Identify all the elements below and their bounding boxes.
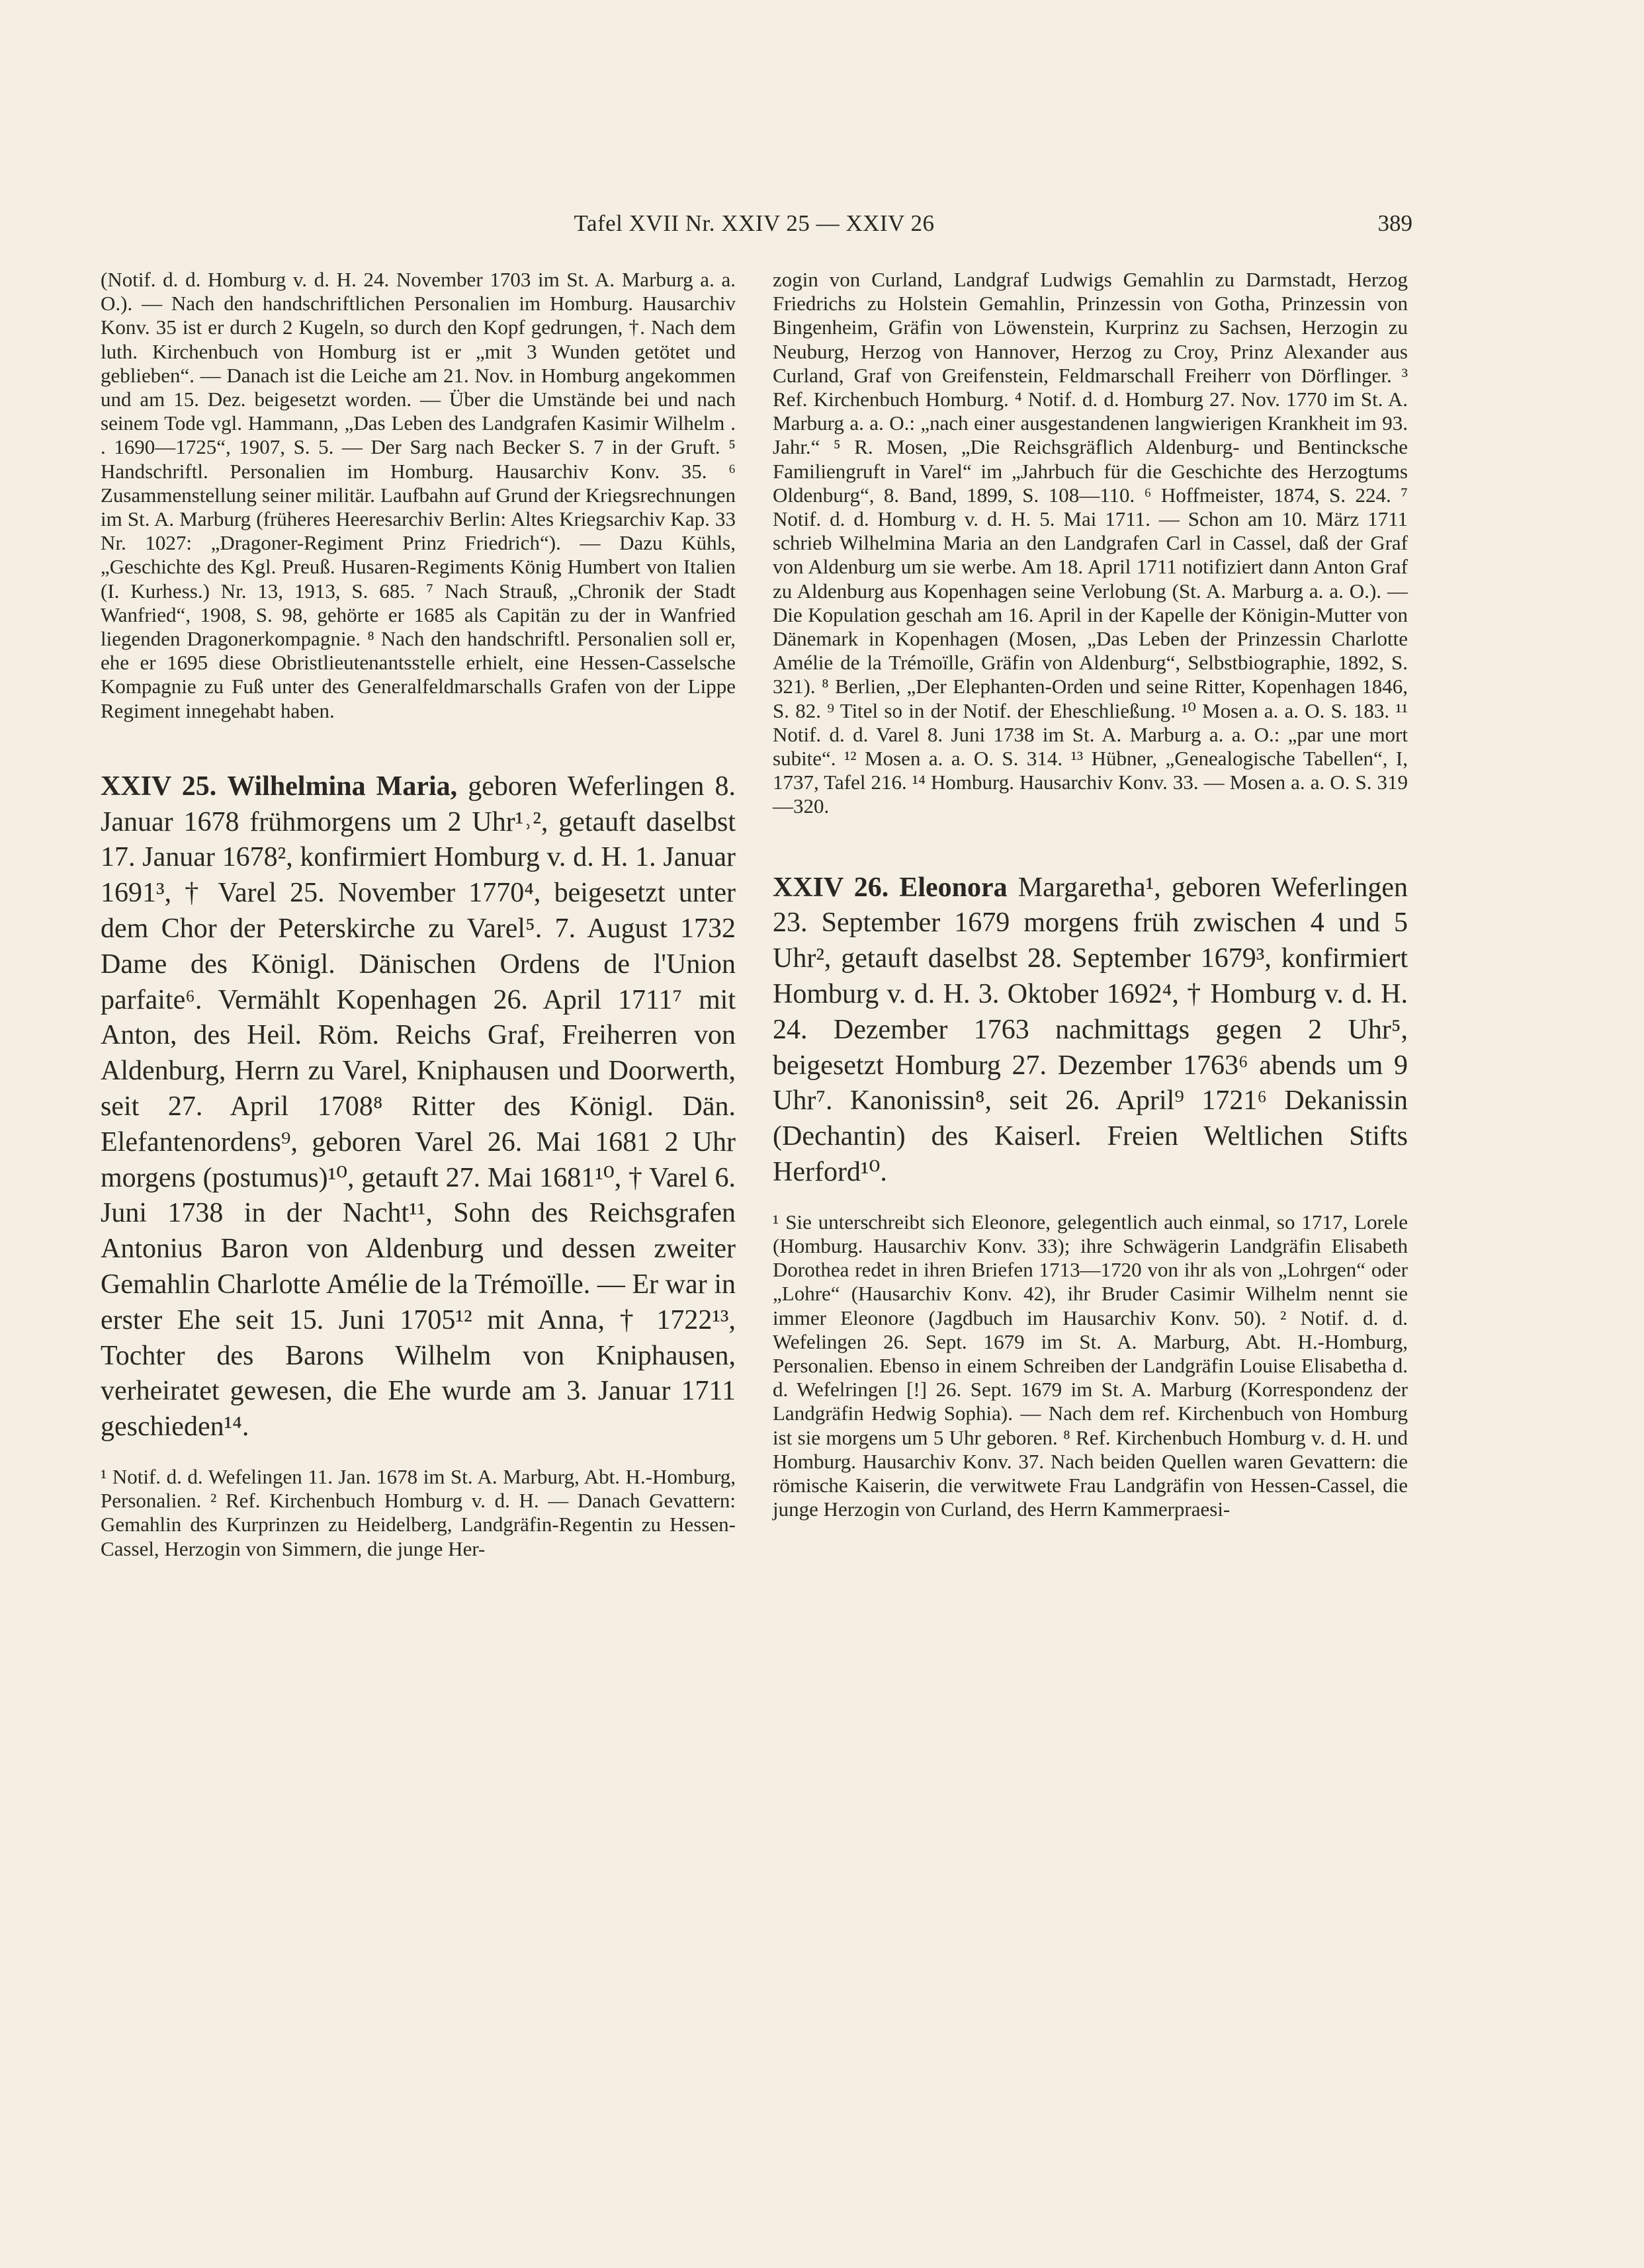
entry-xxiv-26 (773, 870, 1408, 1191)
right-footnotes-continued: zogin von Curland, Landgraf Ludwigs Gemahlin zu Darmstadt, Herzog Friedrichs zu Holstein Gemahlin, Prinzessin von Gotha, Prinzessin von Bingenheim, Gräfin von Löwenstein, Kurprinz zu Sachsen, Herzogin zu Neuburg, Herzog von Hannover, Herzog zu Croy, Prinz Alexander aus Curland, Graf von Greifenstein, Feldmarschall Freiherr von Dörflinger. ³ Ref. Kirchenbuch Homburg. ⁴ Notif. d. d. Homburg 27. Nov. 1770 im St. A. Marburg a. a. O.: „nach einer ausgestandenen langwierigen Krankheit im 93. Jahr.“ ⁵ R. Mosen, „Die Reichsgräflich Aldenburg- und Bentincksche Familiengruft in Varel“ im „Jahrbuch für die Geschichte des Herzogtums Oldenburg“, 8. Band, 1899, S. 108—110. ⁶ Hoffmeister, 1874, S. 224. ⁷ Notif. d. d. Homburg v. d. H. 5. Mai 1711. — Schon am 10. März 1711 schrieb Wilhelmina Maria an den Landgrafen Carl in Cassel, daß der Graf von Aldenburg um sie werbe. Am 18. April 1711 notifiziert dann Anton Graf zu Aldenburg aus Kopenhagen seine Verlobung (St. A. Marburg a. a. O.). — Die Kopulation geschah am 16. April in der Kapelle der Königin-Mutter von Dänemark in Kopenhagen (Mosen, „Das Leben der Prinzessin Charlotte Amélie de la Trémoïlle, Gräfin von Aldenburg“, Selbstbiographie, 1892, S. 321). ⁸ Berlien, „Der Elephanten-Orden und seine Ritter, Kopenhagen 1846, S. 82. ⁹ Titel so in der Notif. der Eheschließung. ¹⁰ Mosen a. a. O. S. 183. ¹¹ Notif. d. d. Varel 8. Juni 1738 im St. A. Marburg a. a. O.: „par une mort subite“. ¹² Mosen a. a. O. S. 314. ¹³ Hübner, „Genealogische Tabellen“, I, 1737, Tafel 216. ¹⁴ Homburg. Hausarchiv Konv. 33. — Mosen a. a. O. S. 319—320. (773, 268, 1408, 818)
entry-xxiv-25 (101, 769, 736, 1445)
entry-text: Margaretha¹, geboren Weferlingen 23. September 1679 morgens früh zwischen 4 und 5 Uhr², getauft daselbst 28. September 1679³, konfirmiert Homburg v. d. H. 3. Oktober 1692⁴, † Homburg v. d. H. 24. Dezember 1763 nachmittags gegen 2 Uhr⁵, beigesetzt Homburg 27. Dezember 1763⁶ abends um 9 Uhr⁷. Kanonissin⁸, seit 26. April⁹ 1721⁶ Dekanissin (Dechantin) des Kaiserl. Freien Weltlichen Stifts Herford¹⁰. (773, 872, 1408, 1188)
left-column (101, 268, 736, 1561)
left-footnotes-continued: (Notif. d. d. Homburg v. d. H. 24. November 1703 im St. A. Marburg a. a. O.). — Nach den handschriftlichen Personalien im Homburg. Hausarchiv Konv. 35 ist er durch 2 Kugeln, so durch den Kopf gedrungen, †. Nach dem luth. Kirchenbuch von Homburg ist er „mit 3 Wunden getötet und geblieben“. — Danach ist die Leiche am 21. Nov. in Homburg angekommen und am 15. Dez. beigesetzt worden. — Über die Umstände bei und nach seinem Tode vgl. Hammann, „Das Leben des Landgrafen Kasimir Wilhelm . . 1690—1725“, 1907, S. 5. — Der Sarg nach Becker S. 7 in der Gruft. ⁵ Handschriftl. Personalien im Homburg. Hausarchiv Konv. 35. ⁶ Zusammenstellung seiner militär. Laufbahn auf Grund der Kriegsrechnungen im St. A. Marburg (früheres Heeresarchiv Berlin: Altes Kriegsarchiv Kap. 33 Nr. 1027: „Dragoner-Regiment Prinz Friedrich“). — Dazu Kühls, „Geschichte des Kgl. Preuß. Husaren-Regiments König Humbert von Italien (I. Kurhess.) Nr. 13, 1913, S. 685. ⁷ Nach Strauß, „Chronik der Stadt Wanfried“, 1908, S. 98, gehörte er 1685 als Capitän zu der in Wanfried liegenden Dragonerkompagnie. ⁸ Nach den handschriftl. Personalien soll er, ehe er 1695 diese Obristlieutenantsstelle erhielt, eine Hessen-Casselsche Kompagnie zu Fuß unter des Generalfeldmarschalls Grafen von der Lippe Regiment innegehabt haben. (101, 268, 736, 722)
running-head: Tafel XVII Nr. XXIV 25 — XXIV 26 (574, 210, 935, 236)
right-footnotes: ¹ Sie unterschreibt sich Eleonore, gelegentlich auch einmal, so 1717, Lorele (Homburg. Hausarchiv Konv. 33); ihre Schwägerin Landgräfin Elisabeth Dorothea redet in ihren Briefen 1713—1720 von ihr als von „Lohrgen“ oder „Lohre“ (Hausarchiv Konv. 42), ihr Bruder Casimir Wilhelm nennt sie immer Eleonore (Jagdbuch im Hausarchiv Konv. 50). ² Notif. d. d. Wefelingen 26. Sept. 1679 im St. A. Marburg, Abt. H.-Homburg, Personalien. Ebenso in einem Schreiben der Landgräfin Louise Elisabetha d. d. Wefelringen [!] 26. Sept. 1679 im St. A. Marburg (Korrespondenz der Landgräfin Hedwig Sophia). — Nach dem ref. Kirchenbuch von Homburg ist sie morgens um 5 Uhr geboren. ⁸ Ref. Kirchenbuch Homburg v. d. H. und Homburg. Hausarchiv Konv. 37. Nach beiden Quellen waren Gevattern: die römische Kaiserin, die verwitwete Frau Landgräfin von Hessen-Cassel, die junge Herzogin von Curland, des Herrn Kammerpraesi- (773, 1210, 1408, 1521)
entry-id: XXIV 25. (101, 771, 217, 802)
page-header (0, 210, 1644, 243)
right-column (773, 268, 1408, 1521)
entry-id: XXIV 26. (773, 872, 889, 903)
entry-name: Wilhelmina Maria, (227, 771, 458, 802)
entry-text: geboren Weferlingen 8. Januar 1678 frühmorgens um 2 Uhr¹˒², getauft daselbst 17. Januar 1678², konfirmiert Homburg v. d. H. 1. Januar 1691³, † Varel 25. November 1770⁴, beigesetzt unter dem Chor der Peterskirche zu Varel⁵. 7. August 1732 Dame des Königl. Dänischen Ordens de l'Union parfaite⁶. Vermählt Kopenhagen 26. April 1711⁷ mit Anton, des Heil. Röm. Reichs Graf, Freiherren von Aldenburg, Herrn zu Varel, Kniphausen und Doorwerth, seit 27. April 1708⁸ Ritter des Königl. Dän. Elefantenordens⁹, geboren Varel 26. Mai 1681 2 Uhr morgens (postumus)¹⁰, getauft 27. Mai 1681¹⁰, † Varel 6. Juni 1738 in der Nacht¹¹, Sohn des Reichsgrafen Antonius Baron von Aldenburg und dessen zweiter Gemahlin Charlotte Amélie de la Trémoïlle. — Er war in erster Ehe seit 15. Juni 1705¹² mit Anna, † 1722¹³, Tochter des Barons Wilhelm von Kniphausen, verheiratet gewesen, die Ehe wurde am 3. Januar 1711 geschieden¹⁴. (101, 771, 736, 1443)
left-footnotes: ¹ Notif. d. d. Wefelingen 11. Jan. 1678 im St. A. Marburg, Abt. H.-Homburg, Personalien. ² Ref. Kirchenbuch Homburg v. d. H. — Danach Gevattern: Gemahlin des Kurprinzen zu Heidelberg, Landgräfin-Regentin zu Hessen-Cassel, Herzogin von Simmern, die junge Her- (101, 1465, 736, 1560)
page-number: 389 (1377, 210, 1412, 236)
entry-name: Eleonora (899, 872, 1008, 903)
